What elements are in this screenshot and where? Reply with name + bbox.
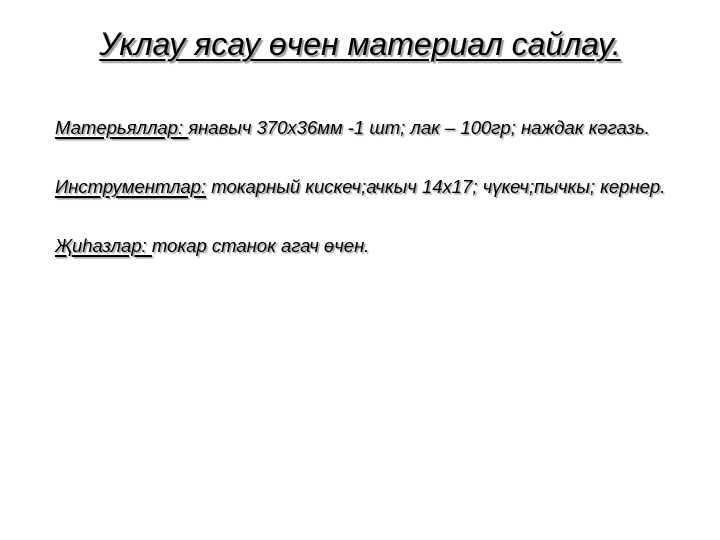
materials-label: Матерьяллар: <box>55 117 189 138</box>
tools-paragraph <box>55 171 675 202</box>
tools-text: токарный кискеч;ачкыч 14х17; чүкеч;пычкы; кернер. <box>206 176 666 197</box>
equipment-label: Җиһазлар: <box>55 235 152 256</box>
tools-label: Инструментлар: <box>55 176 207 197</box>
materials-text: янавыч 370х36мм -1 шт; лак – 100гр; наждак кәгазь. <box>188 117 650 138</box>
equipment-paragraph <box>55 230 675 261</box>
materials-paragraph <box>55 112 675 143</box>
slide-body <box>55 112 675 289</box>
slide-title: Уклау ясау өчен материал сайлау. <box>99 26 621 62</box>
equipment-text: токар станок агач өчен. <box>151 235 370 256</box>
